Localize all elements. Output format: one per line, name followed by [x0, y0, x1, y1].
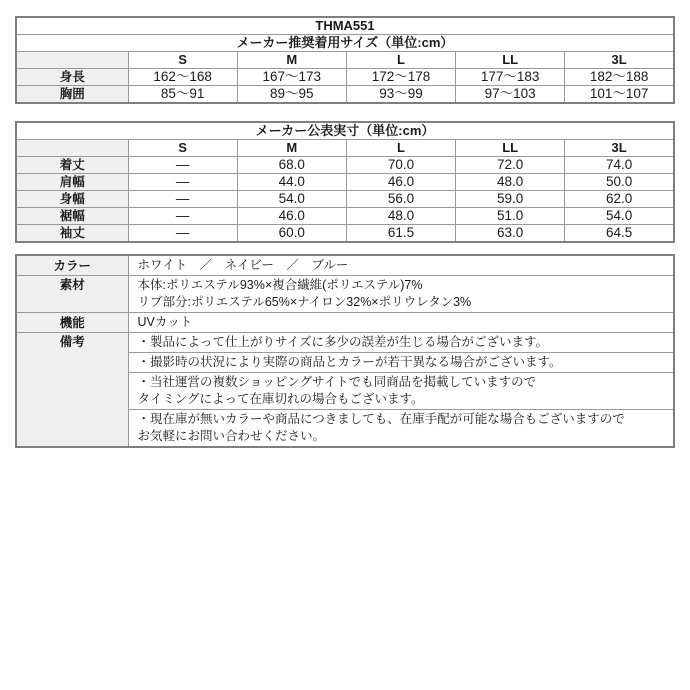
- value-cell: 59.0: [456, 191, 565, 208]
- remark-line: ・当社運営の複数ショッピングサイトでも同商品を掲載していますので: [137, 375, 537, 389]
- value-cell: 56.0: [346, 191, 455, 208]
- size-col-header-ll: LL: [456, 52, 565, 69]
- size-col-header-l: L: [346, 140, 455, 157]
- value-cell: 182～188: [565, 69, 674, 86]
- value-cell: 63.0: [456, 225, 565, 243]
- remark-line: ・撮影時の状況により実際の商品とカラーが若干異なる場合がございます。: [137, 355, 562, 369]
- value-cell: 89～95: [237, 86, 346, 104]
- spec-value-material: [128, 276, 674, 313]
- spec-row-function: [16, 313, 674, 333]
- size-col-header-3l: 3L: [565, 52, 674, 69]
- spacer: [15, 104, 675, 121]
- size-col-header-s: S: [128, 52, 237, 69]
- value-cell: 48.0: [346, 208, 455, 225]
- material-line: リブ部分:ポリエステル65%×ナイロン32%×ポリウレタン3%: [137, 295, 472, 309]
- table-row-body-width: [16, 191, 674, 208]
- row-label-height: 身長: [16, 69, 128, 86]
- size-spec-sheet: [15, 16, 675, 448]
- recommended-size-subtitle: メーカー推奨着用サイズ（単位:cm）: [16, 35, 674, 52]
- value-cell: ―: [128, 174, 237, 191]
- table-row-chest: [16, 86, 674, 104]
- spec-label-material: 素材: [16, 276, 128, 313]
- value-cell: 101～107: [565, 86, 674, 104]
- value-cell: 93～99: [346, 86, 455, 104]
- corner-cell: [16, 52, 128, 69]
- value-cell: 97～103: [456, 86, 565, 104]
- value-cell: 62.0: [565, 191, 674, 208]
- spec-label-function: 機能: [16, 313, 128, 333]
- spec-row-remarks: [16, 333, 674, 353]
- value-cell: 167～173: [237, 69, 346, 86]
- corner-cell: [16, 140, 128, 157]
- value-cell: 48.0: [456, 174, 565, 191]
- row-label-body-width: 身幅: [16, 191, 128, 208]
- value-cell: 85～91: [128, 86, 237, 104]
- value-cell: 70.0: [346, 157, 455, 174]
- value-cell: 177～183: [456, 69, 565, 86]
- spec-row-material: [16, 276, 674, 313]
- value-cell: ―: [128, 157, 237, 174]
- spec-value-function: UVカット: [128, 313, 674, 333]
- value-cell: 54.0: [565, 208, 674, 225]
- remark-item: [128, 333, 674, 353]
- size-col-header-ll: LL: [456, 140, 565, 157]
- value-cell: ―: [128, 208, 237, 225]
- spec-label-color: カラー: [16, 255, 128, 276]
- remark-line: お気軽にお問い合わせください。: [137, 429, 326, 443]
- remark-item: [128, 353, 674, 373]
- value-cell: 64.5: [565, 225, 674, 243]
- value-cell: 46.0: [346, 174, 455, 191]
- table-row-sleeve-length: [16, 225, 674, 243]
- value-cell: 60.0: [237, 225, 346, 243]
- value-cell: ―: [128, 191, 237, 208]
- table-row-body-length: [16, 157, 674, 174]
- row-label-sleeve-length: 袖丈: [16, 225, 128, 243]
- spec-table: [15, 254, 675, 448]
- value-cell: 50.0: [565, 174, 674, 191]
- value-cell: 51.0: [456, 208, 565, 225]
- row-label-chest: 胸囲: [16, 86, 128, 104]
- size-col-header-3l: 3L: [565, 140, 674, 157]
- size-header-row: [16, 52, 674, 69]
- size-col-header-m: M: [237, 52, 346, 69]
- remark-line: ・現在庫が無いカラーや商品につきましても、在庫手配が可能な場合もございますので: [137, 412, 625, 426]
- spec-row-color: [16, 255, 674, 276]
- value-cell: 61.5: [346, 225, 455, 243]
- size-col-header-m: M: [237, 140, 346, 157]
- row-label-body-length: 着丈: [16, 157, 128, 174]
- remark-line: ・製品によって仕上がりサイズに多少の誤差が生じる場合がございます。: [137, 335, 549, 349]
- size-col-header-s: S: [128, 140, 237, 157]
- product-code-title: THMA551: [16, 17, 674, 35]
- value-cell: ―: [128, 225, 237, 243]
- value-cell: 68.0: [237, 157, 346, 174]
- remark-item: [128, 410, 674, 448]
- size-col-header-l: L: [346, 52, 455, 69]
- table-row-shoulder-width: [16, 174, 674, 191]
- actual-size-title: メーカー公表実寸（単位:cm）: [16, 122, 674, 140]
- value-cell: 44.0: [237, 174, 346, 191]
- value-cell: 74.0: [565, 157, 674, 174]
- spec-value-color: ホワイト ／ ネイビー ／ ブルー: [128, 255, 674, 276]
- material-line: 本体:ポリエステル93%×複合繊維(ポリエステル)7%: [137, 278, 423, 292]
- value-cell: 172～178: [346, 69, 455, 86]
- recommended-size-table: [15, 16, 675, 104]
- row-label-hem-width: 裾幅: [16, 208, 128, 225]
- row-label-shoulder-width: 肩幅: [16, 174, 128, 191]
- remark-item: [128, 373, 674, 410]
- value-cell: 54.0: [237, 191, 346, 208]
- spacer: [15, 243, 675, 254]
- size-header-row: [16, 140, 674, 157]
- table-row-hem-width: [16, 208, 674, 225]
- actual-size-table: [15, 121, 675, 243]
- table-row-height: [16, 69, 674, 86]
- value-cell: 72.0: [456, 157, 565, 174]
- value-cell: 162～168: [128, 69, 237, 86]
- spec-label-remarks: 備考: [16, 333, 128, 448]
- value-cell: 46.0: [237, 208, 346, 225]
- remark-line: タイミングによって在庫切れの場合もございます。: [137, 392, 424, 406]
